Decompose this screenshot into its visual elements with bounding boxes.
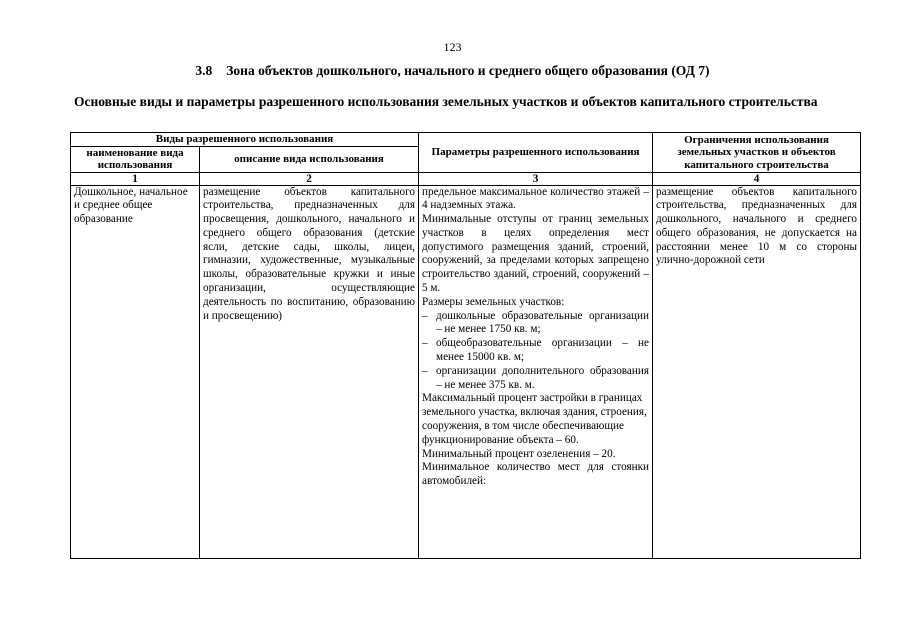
list-item: – организации дополнительного образования – не менее 375 кв. м. xyxy=(422,364,650,391)
section-number: 3.8 xyxy=(195,63,213,78)
header-usage-name: наименование вида использования xyxy=(71,146,200,172)
usage-name-cell: Дошкольное, начальное и среднее общее образование xyxy=(71,185,200,558)
column-number-row xyxy=(71,172,861,185)
param-floors: предельное максимальное количество этажей – 4 надземных этажа. xyxy=(422,185,650,212)
column-number: 2 xyxy=(200,172,419,185)
header-row-1 xyxy=(71,133,861,147)
header-restrictions: Ограничения использования земельных участков и объектов капитального строительства xyxy=(653,133,861,173)
param-plot-sizes-title: Размеры земельных участков: xyxy=(422,295,565,308)
list-item: – дошкольные образовательные организации – не менее 1750 кв. м; xyxy=(422,309,650,336)
param-parking: Минимальное количество мест для стоянки автомобилей: xyxy=(422,461,650,488)
param-setbacks: Минимальные отступы от границ земельных участков в целях определения мест допустимого размещения зданий, строений, сооружений, за пределами которых запрещено строительство зданий, строений, сооружений – 5 м. xyxy=(422,213,650,295)
header-params: Параметры разрешенного использования xyxy=(419,133,653,173)
column-number: 3 xyxy=(419,172,653,185)
header-usage-description: описание вида использования xyxy=(200,146,419,172)
params-cell xyxy=(419,185,653,558)
column-number: 4 xyxy=(653,172,861,185)
table-row xyxy=(71,185,861,558)
param-coverage: Максимальный процент застройки в границах земельного участка, включая здания, строения, сооружения, в том числе обеспечивающие функционирование объекта – 60. xyxy=(422,392,647,446)
section-title xyxy=(0,62,905,80)
list-item: – общеобразовательные организации – не менее 15000 кв. м; xyxy=(422,337,650,364)
plot-sizes-list xyxy=(422,310,649,393)
restrictions-cell: размещение объектов капитального строительства, предназначенных для дошкольного, начального и среднего общего образования, не допускается на расстоянии менее 10 м со стороны улично-дорожной сети xyxy=(653,185,861,558)
param-greening: Минимальный процент озеленения – 20. xyxy=(422,447,616,460)
zoning-table xyxy=(70,132,861,559)
column-number: 1 xyxy=(71,172,200,185)
usage-description-cell: размещение объектов капитального строительства, предназначенных для просвещения, дошкольного, начального и среднего общего образования (детские ясли, детские сады, школы, лицеи, гимназии, художественные, музыкальные школы, образовательные кружки и иные организации, осуществляющие деятельность по воспитанию, образованию и просвещению) xyxy=(200,185,419,558)
page-number: 123 xyxy=(443,40,462,54)
section-title-text: Зона объектов дошкольного, начального и среднего общего образования (ОД 7) xyxy=(226,63,710,78)
table-subtitle: Основные виды и параметры разрешенного использования земельных участков и объектов капитального строительства xyxy=(74,94,818,109)
header-usage-types: Виды разрешенного использования xyxy=(71,133,419,147)
